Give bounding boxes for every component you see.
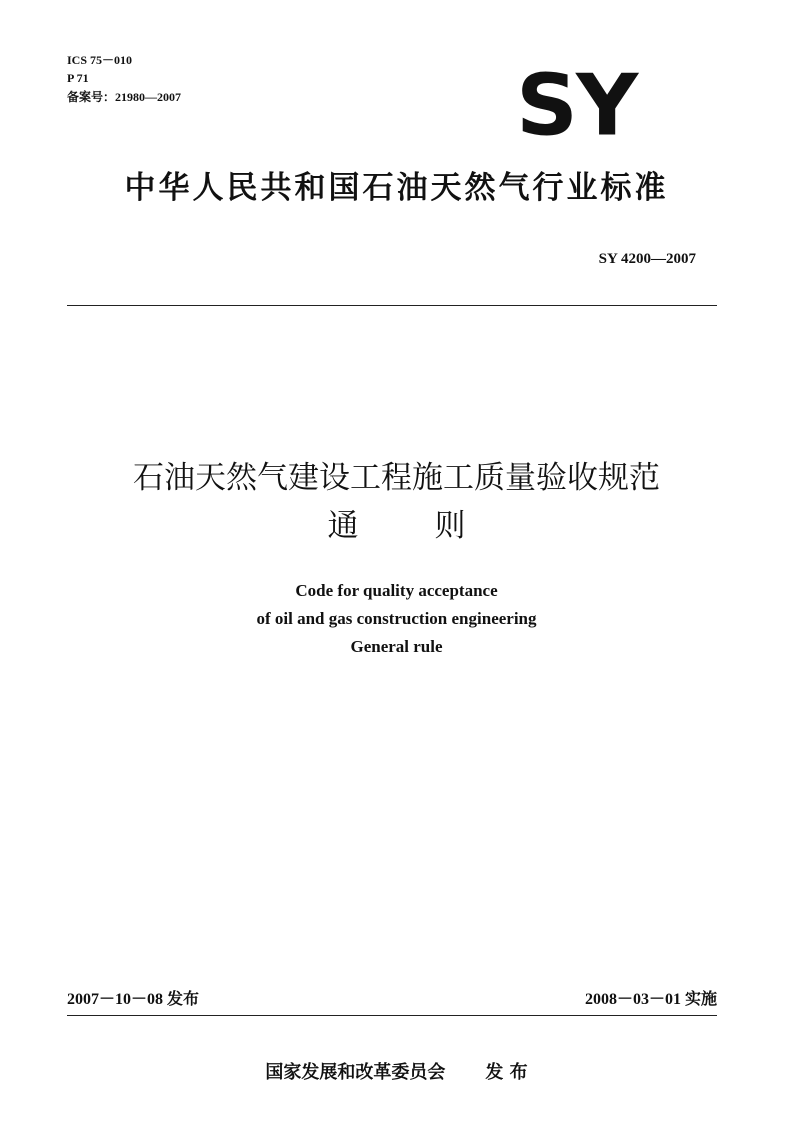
record-number: 备案号：21980—2007 [67, 90, 182, 104]
document-subtitle-zh [0, 506, 793, 546]
top-divider [67, 305, 717, 306]
english-title-line-2: of oil and gas construction engineering [256, 609, 537, 628]
implementation-date: 2008－03－01 实施 [584, 991, 717, 1008]
issuer-action: 发 布 [485, 1062, 528, 1083]
document-title-zh: 石油天然气建设工程施工质量验收规范 [133, 460, 660, 496]
standard-number: SY 4200—2007 [598, 251, 696, 267]
issue-date: 2007－10－08 发布 [67, 991, 200, 1008]
subtitle-char-1: 通 [327, 508, 359, 544]
english-title-line-1: Code for quality acceptance [295, 581, 498, 600]
sy-logo: SY [516, 56, 637, 155]
subtitle-char-2: 则 [434, 508, 466, 544]
standard-category-title: 中华人民共和国石油天然气行业标准 [124, 170, 669, 206]
issuer-name: 国家发展和改革委员会 [265, 1062, 446, 1083]
bottom-divider [67, 1015, 717, 1016]
ics-code: ICS 75－010 [67, 53, 133, 67]
classification-code: P 71 [67, 71, 89, 85]
issuer-line [0, 1058, 793, 1084]
english-title-line-3: General rule [350, 637, 443, 656]
